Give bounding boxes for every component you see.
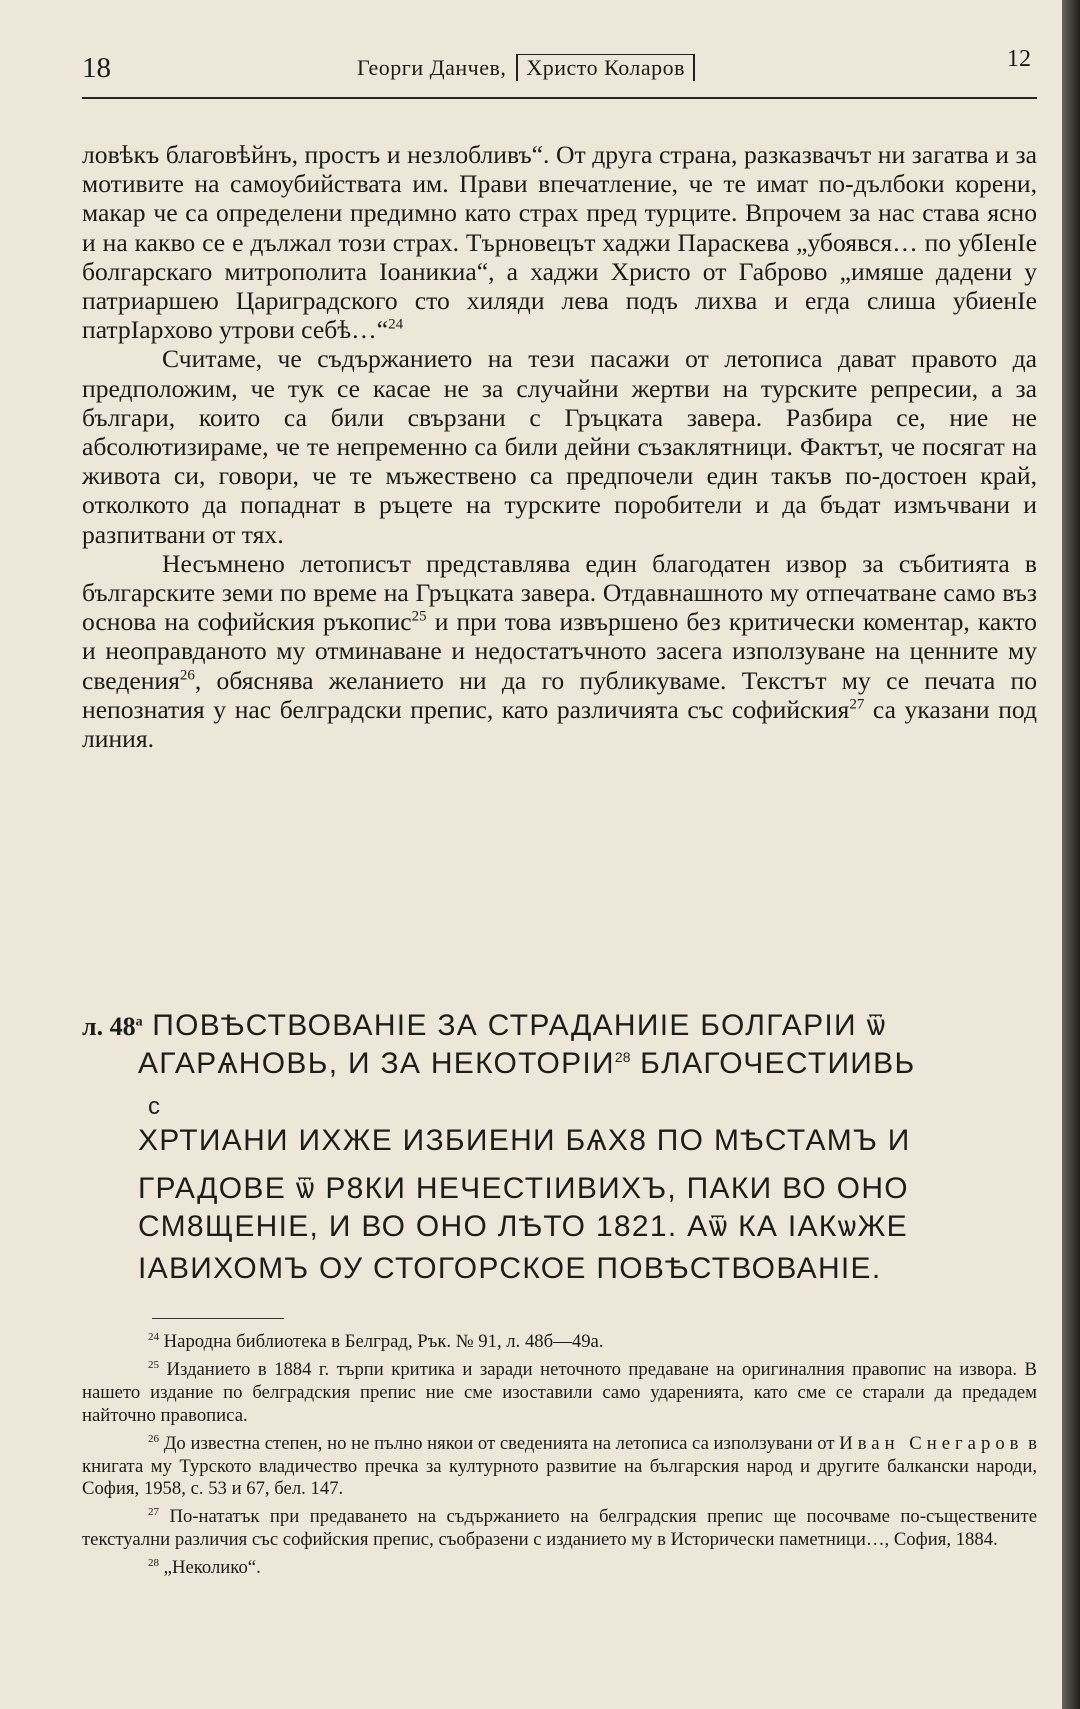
footnote-26: $^{26}$ До известна степен, но не пълно някои от сведенията на летописа са използувани от Иван Снегаров в книгата му Турското владичество пречка за културното развитие на българския народ и другите балкански народи, София, 1958, с. 53 и 67, бел. 147.	[82, 1432, 1037, 1500]
paragraph-1-text: ловѣкъ благовѣйнъ, простъ и незлобливъ“. От друга страна, разказвачът ни загатва и за мотивите на самоубийствата им. Прави впечатление, че те имат по-дълбоки корени, макар че са определени предимно като страх пред турците. Впрочем за нас става ясно и на какво се е дължал този страх. Търновецът хаджи Параскева „убоявся… по убІенІе болгарскаго митрополита Іоаникиа“, а хаджи Христо от Габрово „имяше дадени у патриаршею Цариградского сто хиляди лева подъ лихва и егда слиша убиенІе патрІархово утрови себѣ…“	[82, 140, 1037, 345]
section-line-4: ГРАДОВЕ ѿ Р8КИ НЕЧЕСТІИВИХЪ, ПАКИ ВО ОНО	[138, 1172, 909, 1205]
footnotes	[82, 1326, 1037, 1580]
paragraph-3-text-a: Несъмнено летописът представлява един благодатен извор за събитията в българските земи по време на Гръцката завера. Отдавнашното му отпечатване само въз основа на софийския ръкопис	[82, 548, 1037, 637]
section-line-2: АГАРѦНОВЬ, И ЗА НЕКОТОРІИ$^{28}$ БЛАГОЧЕСТИИВЬ	[138, 1047, 916, 1080]
section-line-5: СМ8ЩЕНІЕ, И ВО ОНО ЛѢТО 1821. Аѿ КА ІАКѡЖЕ	[138, 1210, 908, 1243]
footnote-ref-24: 24	[388, 316, 404, 333]
section-line-3: ХРТИАНИ ИХЖЕ ИЗБИЕНИ БѦХ8 ПО МѢСТАМЪ И	[138, 1124, 911, 1157]
page-number-right: 12	[1007, 46, 1031, 72]
footnote-ref-27: 27	[849, 696, 865, 713]
section-line-6: ІАВИХОМЪ ОУ СТОГОРСКОЕ ПОВѢСТВОВАНІЕ.	[138, 1252, 882, 1285]
running-head-author: Георги Данчев,	[357, 55, 507, 80]
section-title-line-1: ПОВѢСТВОВАНІЕ ЗА СТРАДАНИІЕ БОЛГАРІИ ѿ	[152, 1009, 887, 1042]
paragraph-3	[82, 549, 1037, 753]
paragraph-3-text-d: са указани под линия.	[82, 694, 1037, 754]
main-text	[82, 140, 1037, 753]
running-head-boxed-name: Христо Коларов	[516, 54, 695, 81]
book-spine-edge	[1062, 0, 1080, 1709]
header-rule	[82, 97, 1037, 99]
page-header	[82, 48, 1037, 88]
leaf-label: л. $48^а$	[82, 1012, 143, 1041]
footnote-rule	[152, 1318, 284, 1319]
footnote-ref-28: 28	[614, 1049, 631, 1065]
section-line-1	[82, 1009, 887, 1043]
paragraph-2: Считаме, че съдържанието на тези пасажи от летописа дават правото да предположим, че тук се касае не за случайни жертви на турските репресии, а за българи, които са били свързани с Гръцката завера. Разбира се, ние не абсолютизираме, че те непременно са били дейни съзаклятници. Фактът, че посягат на живота си, говори, че те мъжествено са предпочели един такъв по-достоен край, отколкото да попаднат в ръцете на турските поробители и да бъдат измъчвани и разпитвани от тях.	[82, 344, 1037, 549]
footnote-28: $^{28}$ „Неколико“.	[148, 1557, 261, 1579]
footnote-25: $^{25}$ Изданието в 1884 г. търпи критика и заради неточното предаване на оригиналния правопис на извора. В нашето издание по белградския препис ние сме изоставили само ударенията, като сме се старали да предадем найточно правописа.	[82, 1359, 1038, 1426]
paragraph-1	[82, 140, 1037, 344]
footnote-27: $^{27}$ По-нататък при предаването на съдържанието на белградския препис ще посочваме по-съществените текстуални различия със софийския препис, съобразени с изданието му в Исторически паметници…, София, 1884.	[82, 1506, 1037, 1551]
running-head	[357, 54, 695, 81]
section-overmark: с	[148, 1093, 162, 1120]
page-number-left: 18	[82, 52, 111, 84]
paragraph-3-text-b: и при това извършено без критически коментар, както и неоправданото му отминаване и недостатъчното засега използуване на ценните му сведения	[82, 607, 1037, 695]
paragraph-3-text-c: , обяснява желанието ни да го публикуваме. Текстът му се печата по непознатия у нас белградски препис, като различията със софийския	[82, 665, 1037, 724]
footnote-ref-25: 25	[411, 608, 427, 625]
footnote-24: $^{24}$ Народна библиотека в Белград, Рък. № 91, л. 48б—49а.	[148, 1331, 604, 1353]
footnote-ref-26: 26	[179, 667, 195, 684]
